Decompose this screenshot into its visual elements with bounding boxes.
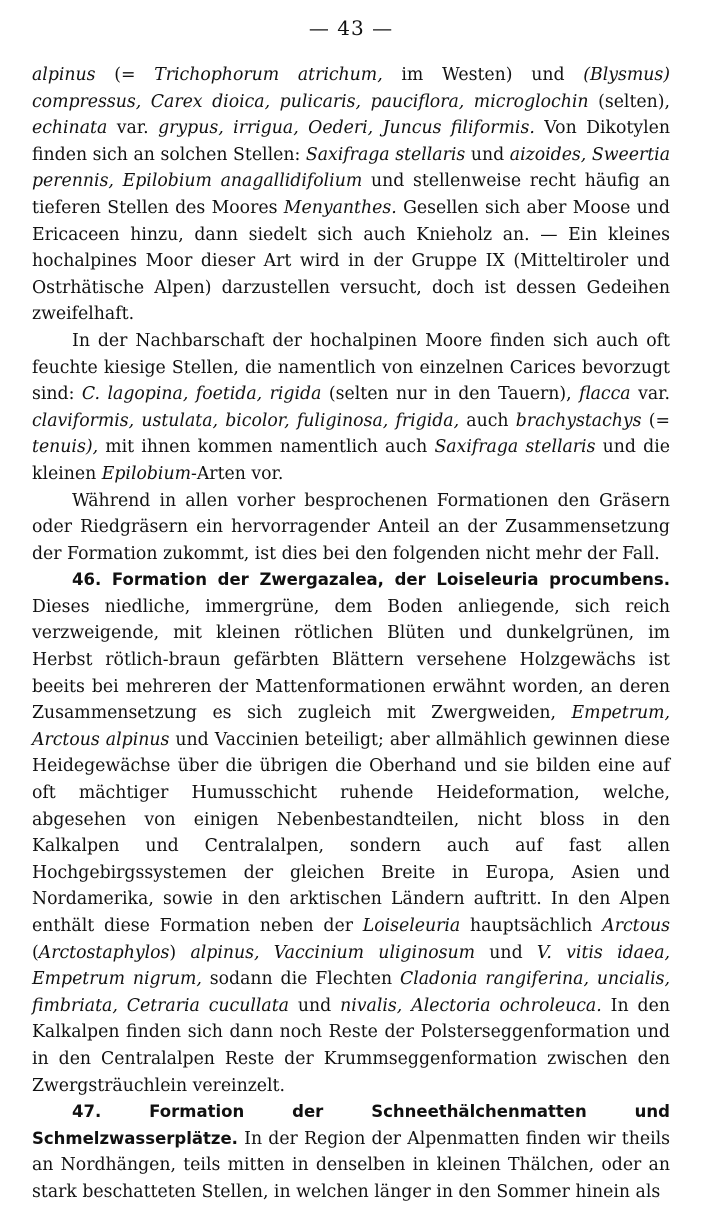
section-47 <box>32 1099 670 1205</box>
p1-run: und <box>465 144 510 165</box>
p2-run: (selten nur in den Tauern), <box>321 384 580 405</box>
p1-run: Von Dikotylen finden sich an solchen Stellen: <box>32 118 670 165</box>
paragraph-formation-transition <box>32 488 670 568</box>
section-46 <box>32 567 670 1099</box>
p1-run: Trichophorum atrichum, <box>154 65 383 85</box>
s46_body-run: Dieses niedliche, immergrüne, dem Boden anliegende, sich reich verzweigende, mit kleinen rötlichen Blüten und dunkelgrünen, im Herbst rötlich-braun gefärbten Blättern versehene Holzgewächs ist beeits bei mehreren der Mattenformationen erwähnt worden, an deren Zusammensetzung es sich zugleich mit Zwergweiden, <box>32 596 670 724</box>
p1-run: ( <box>95 65 122 85</box>
s46_body-run: Empetrum, Arctous alpinus <box>32 703 670 750</box>
p1-run: alpinus <box>32 65 96 85</box>
p2-run: brachystachys <box>515 410 642 431</box>
p1-run: aizoides, Sweertia perennis, Epilobium anagallidifolium <box>32 144 670 192</box>
p2-run: -Arten vor. <box>190 463 284 484</box>
s46_body-run: In den Kalkalpen finden sich dann noch Reste der Polsterseggenformation und in den Centralalpen Reste der Krummseggenformation zwischen den Zwergsträuchlein vereinzelt. <box>32 995 670 1096</box>
s46_body-run: und <box>288 995 341 1016</box>
p1-run: var. <box>107 118 159 139</box>
s46_body-run: nivalis, Alectoria ochroleuca. <box>340 995 602 1016</box>
p2-run: mit ihnen kommen namentlich auch <box>98 437 435 458</box>
paragraph-kiesige-stellen <box>32 328 670 488</box>
p2-run: C. lagopina, foetida, rigida <box>81 384 322 405</box>
s46_body-run: alpinus, Vaccinium uliginosum <box>190 942 476 963</box>
s46_body-run: sodann die Flechten <box>201 969 400 990</box>
p1-run: Menyanthes. <box>283 197 397 218</box>
p3-run: Während in allen vorher besprochenen Formationen den Gräsern oder Riedgräsern ein hervorragender Anteil an der Zusammensetzung der Formation zukommt, ist dies bei den folgenden nicht mehr der Fall. <box>32 490 670 564</box>
p1-run: (Blysmus) compressus, Carex dioica, pulicaris, pauciflora, microglochin <box>32 65 670 112</box>
s46_body-run: ) <box>169 942 191 963</box>
p1-run: und stellenweise recht häufig an tieferen Stellen des Moores <box>32 171 671 218</box>
p1-run: (selten), <box>588 91 670 112</box>
document-page <box>32 16 670 1206</box>
s46_body-run: Arctous <box>602 916 670 936</box>
p1-run: grypus, irrigua, Oederi, Juncus filiformis. <box>158 118 535 139</box>
p2-run: tenuis), <box>32 437 99 458</box>
s46_body-run: hauptsächlich <box>460 916 603 936</box>
s46_body-run: ( <box>32 942 39 963</box>
page-number: — 43 — <box>308 16 394 40</box>
s46_body-run: und Vaccinien beteiligt; aber allmählich gewinnen diese Heidegewächse über die übrigen die Oberhand und sie bilden eine auf oft mächtiger Humusschicht ruhende Heideformation, welche, abgesehen von einigen Nebenbestandteilen, nicht bloss in den Kalkalpen und Centralalpen, sondern auch auf fast allen Hochgebirgssystemen der gleichen Breite in Europa, Asien und Nordamerika, sowie in den arktischen Ländern auftritt. In den Alpen enthält diese Formation neben der <box>32 729 670 936</box>
p1-run: Gesellen sich aber Moose und Ericaceen hinzu, dann siedelt sich auch Knieholz an. — Ein kleines hochalpines Moor dieser Art wird in der Gruppe IX (Mitteltiroler und Ostrhätische Alpen) darzustellen versucht, doch ist dessen Gedeihen zweifelhaft. <box>32 197 670 325</box>
p1-run: = <box>121 65 155 85</box>
p2-run: auch <box>459 410 516 431</box>
p2-run: und die kleinen <box>32 437 670 484</box>
p2-run: claviformis, ustulata, bicolor, fuliginosa, frigida, <box>32 410 460 431</box>
s46_body-run: Loiseleuria <box>362 916 461 936</box>
p2-run: var. <box>630 384 670 405</box>
paragraph-moor-species <box>32 62 670 328</box>
p2-run: Saxifraga stellaris <box>434 437 596 458</box>
s46_body-run: Arctostaphylos <box>38 942 170 963</box>
p2-run: In der Nachbarschaft der hochalpinen Moore finden sich auch oft feuchte kiesige Stellen, die namentlich von einzelnen Carices bevorzugt sind: <box>32 330 670 405</box>
s46_body-run: und <box>475 942 537 963</box>
p2-run: ( <box>641 410 656 431</box>
p2-run: flacca <box>579 384 631 405</box>
section-46-body <box>32 597 670 1096</box>
s46_body-run: Cladonia rangiferina, uncialis, fimbriata, Cetraria cucullata <box>32 969 671 1016</box>
s47_body-run: In der Region der Alpenmatten finden wir theils an Nordhängen, teils mitten in denselben in kleinen Thälchen, oder an stark beschatteten Stellen, in welchen länger in den Sommer hinein als <box>32 1128 670 1202</box>
section-47-heading: 47. Formation der Schneethälchenmatten und Schmelzwasserplätze. <box>32 1102 670 1148</box>
section-46-heading: 46. Formation der Zwergazalea, der Loiseleuria procumbens. <box>72 570 670 590</box>
p1-run: echinata <box>32 118 108 139</box>
p1-run: Saxifraga stellaris <box>305 144 466 165</box>
s46_body-run: V. vitis idaea, Empetrum nigrum, <box>32 942 670 990</box>
p2-run: = <box>655 410 670 431</box>
p2-run: Epilobium <box>101 463 191 484</box>
p1-run: im Westen) und <box>382 65 584 85</box>
